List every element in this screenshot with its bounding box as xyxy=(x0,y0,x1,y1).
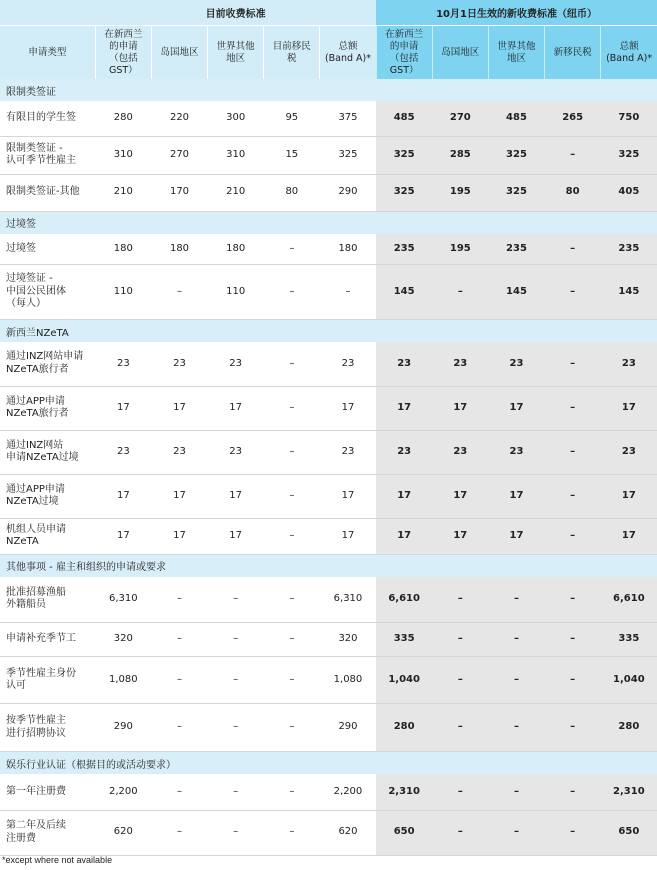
application-type-cell: 第一年注册费 xyxy=(0,774,95,810)
current-fee-cell: 17 xyxy=(208,518,264,554)
new-fee-cell: – xyxy=(545,136,601,174)
new-fee-cell: 23 xyxy=(432,430,488,474)
current-fee-cell: 180 xyxy=(151,234,207,265)
current-fee-cell: – xyxy=(264,234,320,265)
current-fee-cell: – xyxy=(151,810,207,855)
new-fee-cell: 2,310 xyxy=(376,774,432,810)
current-fee-cell: – xyxy=(264,657,320,704)
current-fee-cell: – xyxy=(264,518,320,554)
current-fee-cell: – xyxy=(151,623,207,657)
new-fee-cell: 2,310 xyxy=(601,774,657,810)
new-fee-cell: 17 xyxy=(601,474,657,518)
new-fee-cell: 1,040 xyxy=(376,657,432,704)
new-fee-cell: 325 xyxy=(488,136,544,174)
current-fee-cell: – xyxy=(151,577,207,623)
new-fee-cell: 17 xyxy=(488,518,544,554)
new-fee-cell: 23 xyxy=(488,342,544,386)
section-header-row xyxy=(0,554,657,577)
current-fee-cell: 210 xyxy=(208,174,264,211)
new-fee-cell: – xyxy=(432,810,488,855)
new-fee-cell: 17 xyxy=(601,386,657,430)
current-col-header: 总额 (Band A)* xyxy=(320,26,376,80)
new-fee-cell: – xyxy=(432,265,488,320)
footnote: *except where not available xyxy=(2,855,113,865)
application-type-cell: 通过INZ网站 申请NZeTA过境 xyxy=(0,430,95,474)
current-col-header: 在新西兰 的申请 （包括GST） xyxy=(95,26,151,80)
current-fee-cell: – xyxy=(264,386,320,430)
current-fee-cell: – xyxy=(264,474,320,518)
new-fee-cell: 235 xyxy=(601,234,657,265)
current-fee-cell: – xyxy=(264,430,320,474)
new-fee-cell: 750 xyxy=(601,101,657,136)
current-fee-cell: 80 xyxy=(264,174,320,211)
new-fee-cell: – xyxy=(545,430,601,474)
current-col-header: 目前移民税 xyxy=(264,26,320,80)
current-fee-cell: – xyxy=(151,704,207,752)
current-fee-cell: 17 xyxy=(95,386,151,430)
table-row xyxy=(0,136,657,174)
current-col-header: 世界其他 地区 xyxy=(208,26,264,80)
new-fee-cell: 17 xyxy=(432,386,488,430)
current-fee-cell: 310 xyxy=(95,136,151,174)
current-fee-cell: 1,080 xyxy=(320,657,376,704)
current-fee-cell: 17 xyxy=(95,518,151,554)
column-header-row xyxy=(0,26,657,80)
current-fee-cell: 95 xyxy=(264,101,320,136)
new-fee-cell: 6,610 xyxy=(376,577,432,623)
current-fee-cell: 17 xyxy=(320,474,376,518)
fee-table-body xyxy=(0,79,657,855)
current-fee-cell: 6,310 xyxy=(95,577,151,623)
table-row xyxy=(0,577,657,623)
new-fee-cell: – xyxy=(545,577,601,623)
current-fee-cell: 220 xyxy=(151,101,207,136)
application-type-cell: 通过APP申请 NZeTA过境 xyxy=(0,474,95,518)
current-fee-cell: 23 xyxy=(151,430,207,474)
current-fee-cell: 17 xyxy=(320,518,376,554)
current-fee-cell: 310 xyxy=(208,136,264,174)
current-fee-cell: – xyxy=(151,774,207,810)
new-fee-cell: 23 xyxy=(488,430,544,474)
section-title: 限制类签证 xyxy=(0,79,657,101)
current-fee-cell: – xyxy=(264,342,320,386)
current-fee-cell: 23 xyxy=(95,430,151,474)
new-fee-cell: 485 xyxy=(376,101,432,136)
current-fee-cell: – xyxy=(264,623,320,657)
current-fee-cell: – xyxy=(208,774,264,810)
table-row xyxy=(0,234,657,265)
new-fee-cell: – xyxy=(545,774,601,810)
application-type-cell: 限制类签证 - 认可季节性雇主 xyxy=(0,136,95,174)
application-type-cell: 通过INZ网站申请 NZeTA旅行者 xyxy=(0,342,95,386)
current-fee-cell: 110 xyxy=(95,265,151,320)
new-fee-cell: – xyxy=(488,623,544,657)
current-fee-cell: 1,080 xyxy=(95,657,151,704)
current-col-header: 岛国地区 xyxy=(151,26,207,80)
new-fee-cell: 17 xyxy=(432,518,488,554)
current-fee-cell: 23 xyxy=(208,342,264,386)
new-fee-cell: 485 xyxy=(488,101,544,136)
current-fees-header: 目前收费标准 xyxy=(95,0,376,26)
new-fee-cell: 405 xyxy=(601,174,657,211)
table-row xyxy=(0,342,657,386)
new-col-header: 世界其他 地区 xyxy=(488,26,544,80)
current-fee-cell: 110 xyxy=(208,265,264,320)
application-type-cell: 季节性雇主身份 认可 xyxy=(0,657,95,704)
current-fee-cell: – xyxy=(264,577,320,623)
section-header-row xyxy=(0,79,657,101)
type-column-header: 申请类型 xyxy=(0,26,95,80)
current-fee-cell: – xyxy=(264,265,320,320)
current-fee-cell: – xyxy=(151,265,207,320)
current-fee-cell: 375 xyxy=(320,101,376,136)
new-fee-cell: – xyxy=(545,342,601,386)
new-fee-cell: – xyxy=(488,577,544,623)
table-row xyxy=(0,704,657,752)
current-fee-cell: 290 xyxy=(320,174,376,211)
new-fee-cell: 285 xyxy=(432,136,488,174)
application-type-cell: 机组人员申请 NZeTA xyxy=(0,518,95,554)
new-fee-cell: – xyxy=(545,386,601,430)
current-fee-cell: 320 xyxy=(95,623,151,657)
current-fee-cell: 170 xyxy=(151,174,207,211)
application-type-cell: 申请补充季节工 xyxy=(0,623,95,657)
new-fees-header: 10月1日生效的新收费标准（纽币） xyxy=(376,0,657,26)
current-fee-cell: 180 xyxy=(95,234,151,265)
new-fee-cell: 145 xyxy=(601,265,657,320)
new-fee-cell: 23 xyxy=(376,430,432,474)
new-fee-cell: 1,040 xyxy=(601,657,657,704)
current-fee-cell: 270 xyxy=(151,136,207,174)
current-fee-cell: – xyxy=(264,774,320,810)
new-col-header: 新移民税 xyxy=(545,26,601,80)
new-fee-cell: 23 xyxy=(601,430,657,474)
new-fee-cell: 17 xyxy=(488,386,544,430)
application-type-cell: 过境签 xyxy=(0,234,95,265)
current-fee-cell: 17 xyxy=(208,474,264,518)
current-fee-cell: 210 xyxy=(95,174,151,211)
current-fee-cell: 290 xyxy=(320,704,376,752)
table-row xyxy=(0,265,657,320)
table-row xyxy=(0,657,657,704)
application-type-cell: 通过APP申请 NZeTA旅行者 xyxy=(0,386,95,430)
current-fee-cell: 320 xyxy=(320,623,376,657)
new-fee-cell: – xyxy=(545,657,601,704)
new-fee-cell: 650 xyxy=(376,810,432,855)
new-col-header: 总额 (Band A)* xyxy=(601,26,657,80)
current-fee-cell: 17 xyxy=(151,518,207,554)
new-fee-cell: 80 xyxy=(545,174,601,211)
new-fee-cell: – xyxy=(432,704,488,752)
new-fee-cell: 335 xyxy=(376,623,432,657)
section-title: 新西兰NZeTA xyxy=(0,320,657,343)
section-header-row xyxy=(0,211,657,234)
new-fee-cell: – xyxy=(545,234,601,265)
new-fee-cell: 325 xyxy=(488,174,544,211)
new-col-header: 岛国地区 xyxy=(432,26,488,80)
table-row xyxy=(0,518,657,554)
current-fee-cell: 17 xyxy=(208,386,264,430)
new-col-header: 在新西兰 的申请 （包括GST） xyxy=(376,26,432,80)
new-fee-cell: 235 xyxy=(488,234,544,265)
current-fee-cell: 17 xyxy=(151,386,207,430)
current-fee-cell: 300 xyxy=(208,101,264,136)
current-fee-cell: 2,200 xyxy=(320,774,376,810)
new-fee-cell: 17 xyxy=(432,474,488,518)
table-row xyxy=(0,623,657,657)
section-title: 过境签 xyxy=(0,211,657,234)
new-fee-cell: 17 xyxy=(488,474,544,518)
current-fee-cell: 17 xyxy=(151,474,207,518)
table-row xyxy=(0,101,657,136)
header-blank xyxy=(0,0,95,26)
current-fee-cell: 2,200 xyxy=(95,774,151,810)
new-fee-cell: 265 xyxy=(545,101,601,136)
application-type-cell: 有限目的学生签 xyxy=(0,101,95,136)
current-fee-cell: – xyxy=(151,657,207,704)
application-type-cell: 过境签证 - 中国公民团体 （每人） xyxy=(0,265,95,320)
current-fee-cell: 23 xyxy=(95,342,151,386)
current-fee-cell: 6,310 xyxy=(320,577,376,623)
table-row xyxy=(0,474,657,518)
new-fee-cell: 6,610 xyxy=(601,577,657,623)
new-fee-cell: 270 xyxy=(432,101,488,136)
new-fee-cell: 325 xyxy=(376,136,432,174)
current-fee-cell: 280 xyxy=(95,101,151,136)
current-fee-cell: 23 xyxy=(320,430,376,474)
current-fee-cell: – xyxy=(208,577,264,623)
current-fee-cell: 23 xyxy=(320,342,376,386)
new-fee-cell: 650 xyxy=(601,810,657,855)
current-fee-cell: 23 xyxy=(208,430,264,474)
current-fee-cell: 23 xyxy=(151,342,207,386)
current-fee-cell: – xyxy=(264,810,320,855)
table-row xyxy=(0,430,657,474)
new-fee-cell: – xyxy=(488,704,544,752)
current-fee-cell: 620 xyxy=(320,810,376,855)
section-title: 其他事项 - 雇主和组织的申请或要求 xyxy=(0,554,657,577)
table-row xyxy=(0,386,657,430)
new-fee-cell: – xyxy=(432,657,488,704)
new-fee-cell: 17 xyxy=(376,474,432,518)
new-fee-cell: – xyxy=(545,265,601,320)
new-fee-cell: 23 xyxy=(432,342,488,386)
new-fee-cell: 17 xyxy=(376,518,432,554)
application-type-cell: 按季节性雇主 进行招聘协议 xyxy=(0,704,95,752)
new-fee-cell: – xyxy=(432,623,488,657)
new-fee-cell: – xyxy=(545,810,601,855)
table-row xyxy=(0,174,657,211)
new-fee-cell: 195 xyxy=(432,174,488,211)
table-row xyxy=(0,810,657,855)
current-fee-cell: 180 xyxy=(320,234,376,265)
new-fee-cell: 325 xyxy=(376,174,432,211)
current-fee-cell: – xyxy=(208,623,264,657)
current-fee-cell: 180 xyxy=(208,234,264,265)
current-fee-cell: – xyxy=(320,265,376,320)
new-fee-cell: 335 xyxy=(601,623,657,657)
new-fee-cell: 325 xyxy=(601,136,657,174)
new-fee-cell: 195 xyxy=(432,234,488,265)
new-fee-cell: 17 xyxy=(601,518,657,554)
new-fee-cell: – xyxy=(545,704,601,752)
new-fee-cell: – xyxy=(488,774,544,810)
new-fee-cell: 280 xyxy=(601,704,657,752)
current-fee-cell: – xyxy=(264,704,320,752)
section-header-row xyxy=(0,752,657,775)
new-fee-cell: 145 xyxy=(488,265,544,320)
new-fee-cell: – xyxy=(545,474,601,518)
current-fee-cell: 17 xyxy=(320,386,376,430)
new-fee-cell: – xyxy=(545,518,601,554)
new-fee-cell: 23 xyxy=(601,342,657,386)
new-fee-cell: 235 xyxy=(376,234,432,265)
new-fee-cell: – xyxy=(488,657,544,704)
header-group-row xyxy=(0,0,657,26)
current-fee-cell: 325 xyxy=(320,136,376,174)
new-fee-cell: – xyxy=(432,774,488,810)
new-fee-cell: – xyxy=(545,623,601,657)
application-type-cell: 第二年及后续 注册费 xyxy=(0,810,95,855)
current-fee-cell: 17 xyxy=(95,474,151,518)
application-type-cell: 批准招募渔船 外籍船员 xyxy=(0,577,95,623)
new-fee-cell: 23 xyxy=(376,342,432,386)
new-fee-cell: – xyxy=(488,810,544,855)
current-fee-cell: – xyxy=(208,704,264,752)
current-fee-cell: – xyxy=(208,657,264,704)
current-fee-cell: 290 xyxy=(95,704,151,752)
current-fee-cell: 620 xyxy=(95,810,151,855)
new-fee-cell: – xyxy=(432,577,488,623)
application-type-cell: 限制类签证-其他 xyxy=(0,174,95,211)
new-fee-cell: 280 xyxy=(376,704,432,752)
section-title: 娱乐行业认证（根据目的或活动要求） xyxy=(0,752,657,775)
new-fee-cell: 17 xyxy=(376,386,432,430)
new-fee-cell: 145 xyxy=(376,265,432,320)
table-row xyxy=(0,774,657,810)
current-fee-cell: – xyxy=(208,810,264,855)
current-fee-cell: 15 xyxy=(264,136,320,174)
section-header-row xyxy=(0,320,657,343)
